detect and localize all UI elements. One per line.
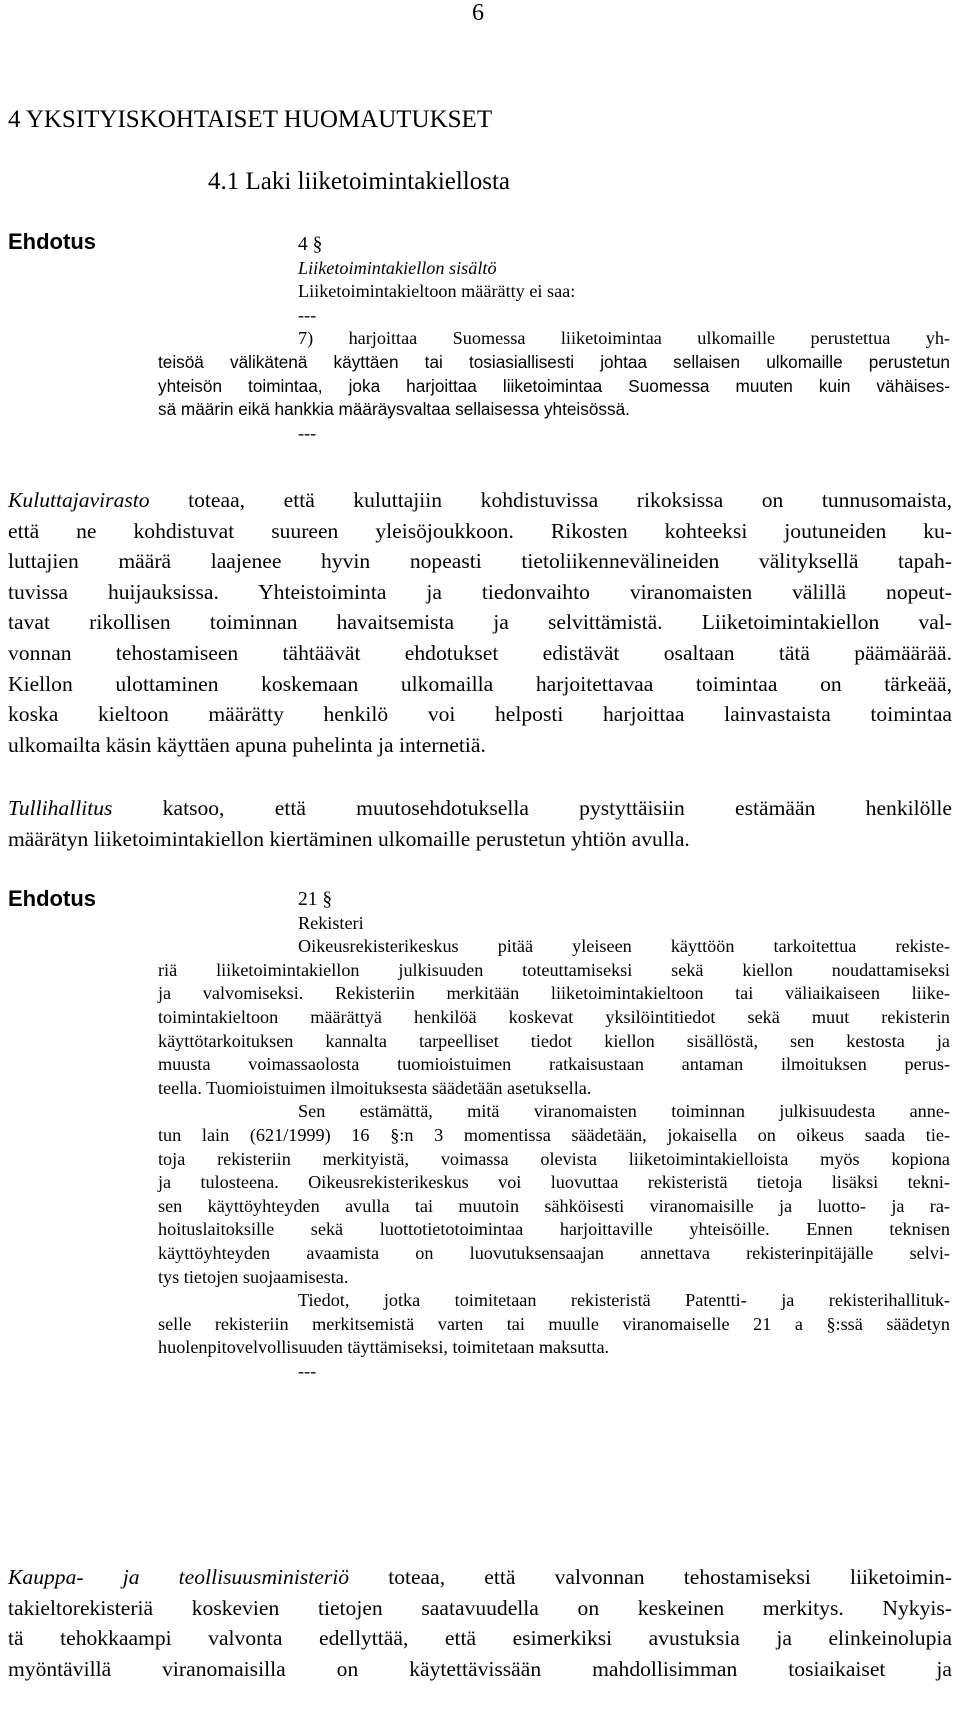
proposal-label: Ehdotus bbox=[8, 229, 96, 254]
comment-text: toteaa, että valvonnan tehostamiseksi liiketoimin- bbox=[349, 1565, 952, 1589]
proposal-line: riä liiketoimintakiellon julkisuuden toteuttamiseksi sekä kiellon noudattamiseksi bbox=[158, 959, 950, 980]
comment-line: tuvissa huijauksissa. Yhteistoiminta ja tiedonvaihto viranomaisten välillä nopeut- bbox=[8, 579, 952, 604]
omission-mark: --- bbox=[298, 304, 317, 325]
proposal-line: teisöä välikätenä käyttäen tai tosiasiallisesti johtaa sellaisen ulkomaille perustetun bbox=[158, 351, 950, 372]
comment-line bbox=[8, 485, 952, 516]
comment-line: luttajien määrä laajenee hyvin nopeasti tietoliikennevälineiden välityksellä tapah- bbox=[8, 549, 952, 574]
page-number: 6 bbox=[472, 0, 484, 26]
proposal-line: Oikeusrekisterikeskus pitää yleiseen käyttöön tarkoitettua rekiste- bbox=[298, 936, 950, 957]
proposal-line: hoituslaitoksille sekä luottotietotoimintaa harjoittaville yhteisöille. Ennen teknisen bbox=[158, 1219, 950, 1240]
proposal-line: tun lain (621/1999) 16 §:n 3 momentissa säädetään, jokaisella on oikeus saada tie- bbox=[158, 1124, 950, 1145]
comment-line: takieltorekisteriä koskevien tietojen saatavuudella on keskeinen merkitys. Nykyis- bbox=[8, 1595, 952, 1620]
omission-mark: --- bbox=[298, 1360, 317, 1381]
proposal-line: ja tulosteena. Oikeusrekisterikeskus voi luovuttaa rekisteristä tietoja lisäksi tekni- bbox=[158, 1172, 950, 1193]
agency-name: Tullihallitus bbox=[8, 796, 113, 820]
agency-name: Kuluttajavirasto bbox=[8, 488, 150, 512]
proposal-line: sä määrin eikä hankkia määräysvaltaa sellaisessa yhteisössä. bbox=[158, 399, 630, 420]
proposal-line: yhteisön toimintaa, joka harjoittaa liiketoimintaa Suomessa muuten kuin vähäises- bbox=[158, 375, 950, 396]
section-title: Liiketoimintakiellon sisältö bbox=[298, 257, 497, 278]
proposal-line: sen käyttöyhteyden avulla tai muutoin sähköisesti viranomaisille ja luotto- ja ra- bbox=[158, 1195, 950, 1216]
proposal-line: Sen estämättä, mitä viranomaisten toiminnan julkisuudesta anne- bbox=[298, 1101, 950, 1122]
section-number: 4 § bbox=[298, 234, 323, 255]
comment-line: vonnan tehostamiseen tähtäävät ehdotukset edistävät osaltaan tätä päämäärää. bbox=[8, 640, 952, 665]
comment-text: toteaa, että kuluttajiin kohdistuvissa rikoksissa on tunnusomaista, bbox=[149, 488, 952, 512]
comment-line: tavat rikollisen toiminnan havaitsemista ja selvittämistä. Liiketoimintakiellon val- bbox=[8, 610, 952, 635]
comment-line bbox=[8, 793, 952, 824]
section-title: Rekisteri bbox=[298, 912, 364, 933]
comment-line bbox=[8, 1562, 952, 1593]
proposal-line: muusta voimassaolosta tuomioistuimen ratkaisustaan antaman ilmoituksen perus- bbox=[158, 1054, 950, 1075]
proposal-line: 7) harjoittaa Suomessa liiketoimintaa ulkomaille perustettua yh- bbox=[298, 328, 950, 349]
proposal-line: selle rekisteriin merkitsemistä varten tai muulle viranomaiselle 21 a §:ssä säädetyn bbox=[158, 1313, 950, 1334]
section-heading: 4 YKSITYISKOHTAISET HUOMAUTUKSET bbox=[8, 106, 493, 133]
comment-ktm bbox=[8, 1562, 952, 1684]
comment-text: katsoo, että muutosehdotuksella pystyttäisiin estämään henkilölle bbox=[112, 796, 952, 820]
comment-line: myöntävillä viranomaisilla on käytettävissään mahdollisimman tosiaikaiset ja bbox=[8, 1656, 952, 1681]
proposal-line: teella. Tuomioistuimen ilmoituksesta säädetään asetuksella. bbox=[158, 1077, 592, 1098]
comment-tullihallitus bbox=[8, 793, 952, 854]
subsection-heading: 4.1 Laki liiketoimintakiellosta bbox=[208, 168, 511, 195]
proposal-line: toja rekisteriin merkityistä, voimassa olevista liiketoimintakielloista myös kopiona bbox=[158, 1148, 950, 1169]
intro-line: Liiketoimintakieltoon määrätty ei saa: bbox=[298, 281, 576, 302]
comment-line: ulkomailta käsin käyttäen apuna puhelinta ja internetiä. bbox=[8, 732, 486, 757]
proposal-label: Ehdotus bbox=[8, 886, 96, 911]
comment-line: koska kieltoon määrätty henkilö voi helposti harjoittaa lainvastaista toimintaa bbox=[8, 702, 952, 727]
proposal-line: toimintakieltoon määrättyä henkilöä koskevat yksilöintitiedot sekä muut rekisterin bbox=[158, 1006, 950, 1027]
comment-line: että ne kohdistuvat suureen yleisöjoukkoon. Rikosten kohteeksi joutuneiden ku- bbox=[8, 518, 952, 543]
proposal-line: Tiedot, jotka toimitetaan rekisteristä Patentti- ja rekisterihallituk- bbox=[298, 1290, 950, 1311]
proposal-line: ja valvomiseksi. Rekisteriin merkitään liiketoimintakieltoon tai väliaikaiseen liike- bbox=[158, 983, 950, 1004]
comment-kuluttajavirasto bbox=[8, 485, 952, 760]
proposal-line: käyttötarkoituksen kannalta tarpeelliset tiedot kiellon sisällöstä, sen kestosta ja bbox=[158, 1030, 950, 1051]
agency-name: Kauppa- ja teollisuusministeriö bbox=[8, 1565, 350, 1589]
proposal-line: tys tietojen suojaamisesta. bbox=[158, 1266, 349, 1287]
comment-line: tä tehokkaampi valvonta edellyttää, että esimerkiksi avustuksia ja elinkeinolupia bbox=[8, 1626, 952, 1651]
proposal-text-4 bbox=[158, 233, 950, 445]
proposal-text-21 bbox=[158, 888, 950, 1383]
section-number: 21 § bbox=[298, 889, 333, 910]
comment-line: määrätyn liiketoimintakiellon kiertäminen ulkomaille perustetun yhtiön avulla. bbox=[8, 826, 690, 851]
proposal-line: käyttöyhteyden avaamista on luovutuksensaajan annettava rekisterinpitäjälle selvi- bbox=[158, 1242, 950, 1263]
proposal-line: huolenpitovelvollisuuden täyttämiseksi, toimitetaan maksutta. bbox=[158, 1337, 610, 1358]
omission-mark: --- bbox=[298, 422, 317, 443]
comment-line: Kiellon ulottaminen koskemaan ulkomailla harjoitettavaa toimintaa on tärkeää, bbox=[8, 671, 952, 696]
